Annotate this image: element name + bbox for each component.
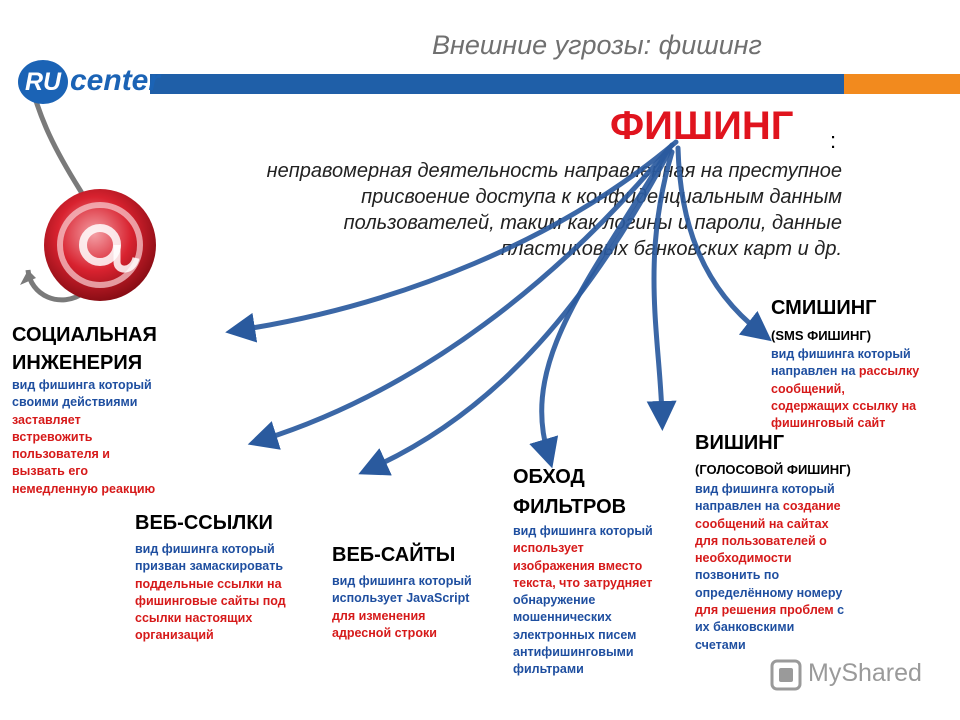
desc-line bbox=[771, 363, 956, 380]
desc-line bbox=[695, 602, 875, 619]
desc-line bbox=[135, 610, 325, 627]
desc-text: направлен на bbox=[771, 364, 859, 379]
desc-line bbox=[513, 540, 693, 557]
desc-text: ссылки настоящих bbox=[135, 611, 253, 626]
desc-text: вид фишинга который bbox=[332, 574, 472, 588]
desc-line bbox=[513, 558, 693, 575]
desc-line bbox=[771, 415, 956, 432]
weblinks-desc bbox=[135, 541, 325, 645]
desc-text: счетами bbox=[695, 637, 746, 652]
desc-text: электронных писем bbox=[513, 627, 637, 642]
logo-ru-badge: RU bbox=[18, 60, 68, 104]
desc-line bbox=[695, 637, 875, 654]
desc-text: фишинговый сайт bbox=[771, 416, 886, 431]
desc-line bbox=[12, 463, 192, 480]
desc-text: вид фишинга который bbox=[771, 347, 911, 361]
desc-line bbox=[12, 429, 192, 446]
desc-text: определённому номеру bbox=[695, 585, 843, 600]
desc-text: с bbox=[837, 603, 845, 618]
desc-text: необходимости bbox=[695, 551, 792, 566]
desc-line bbox=[135, 576, 325, 593]
title-line: ОБХОД bbox=[513, 466, 585, 488]
desc-line bbox=[135, 593, 325, 610]
desc-text: позвонить по bbox=[695, 568, 780, 583]
desc-text: текста, что затрудняет bbox=[513, 575, 653, 590]
desc-text: сообщений на сайтах bbox=[695, 516, 829, 531]
desc-text: фильтрами bbox=[513, 662, 584, 677]
desc-text: адресной строки bbox=[332, 625, 437, 640]
title-line: ФИЛЬТРОВ bbox=[513, 496, 627, 518]
desc-line bbox=[12, 377, 192, 394]
desc-line bbox=[695, 533, 875, 550]
arrow-smishing bbox=[678, 148, 760, 332]
social-engineering-title bbox=[12, 321, 157, 377]
social-engineering-desc bbox=[12, 377, 192, 498]
desc-line bbox=[12, 446, 192, 463]
desc-line bbox=[513, 592, 693, 609]
desc-text: антифишинговыми bbox=[513, 645, 634, 660]
myshared-watermark bbox=[770, 656, 940, 696]
desc-line bbox=[695, 619, 875, 636]
desc-line bbox=[332, 608, 507, 625]
definition-line: присвоение доступа к конфиденциальным данным bbox=[361, 186, 842, 208]
filters-desc bbox=[513, 523, 693, 679]
smishing-subtitle: (SMS ФИШИНГ) bbox=[771, 328, 872, 343]
desc-line bbox=[513, 661, 693, 678]
desc-line bbox=[695, 550, 875, 567]
myshared-logo-icon bbox=[770, 659, 802, 691]
websites-title: ВЕБ-САЙТЫ bbox=[332, 544, 456, 566]
desc-line bbox=[12, 394, 192, 411]
desc-text: заставляет bbox=[12, 412, 81, 427]
desc-line bbox=[771, 398, 956, 415]
desc-line bbox=[513, 644, 693, 661]
watermark-text: MyShared bbox=[808, 659, 922, 687]
slide-title: Внешние угрозы: фишинг bbox=[432, 30, 762, 60]
desc-text: обнаружение bbox=[513, 593, 596, 608]
desc-line bbox=[513, 523, 693, 540]
desc-text: изображения вместо bbox=[513, 558, 643, 573]
definition-line: пластиковых банковских карт и др. bbox=[501, 238, 842, 260]
desc-line bbox=[12, 481, 192, 498]
title-line: СОЦИАЛЬНАЯ bbox=[12, 324, 157, 346]
vishing-subtitle: (ГОЛОСОВОЙ ФИШИНГ) bbox=[695, 462, 851, 477]
smishing-desc bbox=[771, 346, 956, 432]
desc-line bbox=[332, 590, 507, 607]
desc-line bbox=[695, 481, 875, 498]
desc-text: вид фишинга который bbox=[513, 524, 653, 538]
logo-center-text: center bbox=[70, 64, 161, 97]
desc-line bbox=[695, 585, 875, 602]
desc-text: организаций bbox=[135, 628, 214, 643]
desc-text: использует bbox=[513, 541, 584, 556]
desc-line bbox=[771, 381, 956, 398]
desc-line bbox=[695, 498, 875, 515]
desc-text: немедленную реакцию bbox=[12, 481, 156, 496]
desc-line bbox=[135, 627, 325, 644]
desc-text: вид фишинга который bbox=[135, 542, 275, 556]
definition-line: неправомерная деятельность направленная на преступное bbox=[266, 160, 842, 182]
phishing-title: ФИШИНГ bbox=[610, 104, 794, 148]
title-line: ИНЖЕНЕРИЯ bbox=[12, 352, 143, 374]
weblinks-title: ВЕБ-ССЫЛКИ bbox=[135, 512, 273, 534]
desc-line bbox=[332, 573, 507, 590]
desc-line bbox=[771, 346, 956, 363]
desc-text: мошеннических bbox=[513, 610, 612, 625]
desc-text: для изменения bbox=[332, 608, 426, 623]
desc-text: призван замаскировать bbox=[135, 559, 284, 574]
desc-text: пользователя и bbox=[12, 447, 110, 462]
desc-text: вид фишинга который bbox=[695, 482, 835, 496]
desc-text: использует JavaScript bbox=[332, 591, 470, 606]
desc-text: их банковскими bbox=[695, 620, 795, 635]
vishing-desc bbox=[695, 481, 875, 654]
desc-text: направлен на bbox=[695, 499, 783, 514]
desc-line bbox=[135, 541, 325, 558]
desc-line bbox=[12, 412, 192, 429]
arrow-vishing bbox=[654, 152, 672, 416]
desc-text: содержащих ссылку на bbox=[771, 398, 917, 413]
filters-title bbox=[513, 462, 626, 522]
desc-text: поддельные ссылки на bbox=[135, 576, 282, 591]
desc-line bbox=[135, 558, 325, 575]
desc-line bbox=[332, 625, 507, 642]
desc-line bbox=[513, 627, 693, 644]
desc-text: сообщений, bbox=[771, 381, 845, 396]
definition-line: пользователей, таким как логины и пароли, данные bbox=[343, 212, 842, 234]
desc-text: для пользователей о bbox=[695, 533, 827, 548]
arrow-social bbox=[240, 142, 676, 330]
desc-line bbox=[695, 567, 875, 584]
smishing-title: СМИШИНГ bbox=[771, 297, 877, 319]
desc-line bbox=[513, 575, 693, 592]
desc-text: для решения проблем bbox=[695, 603, 838, 618]
websites-desc bbox=[332, 573, 507, 642]
desc-text: фишинговые сайты под bbox=[135, 593, 286, 608]
phishing-colon: : bbox=[830, 128, 837, 153]
desc-text: создание bbox=[782, 499, 841, 514]
vishing-title: ВИШИНГ bbox=[695, 432, 785, 454]
desc-text: встревожить bbox=[12, 429, 93, 444]
desc-line bbox=[695, 516, 875, 533]
desc-text: своими действиями bbox=[12, 395, 138, 410]
desc-text: вызвать его bbox=[12, 464, 88, 479]
desc-text: вид фишинга который bbox=[12, 378, 152, 392]
desc-line bbox=[513, 609, 693, 626]
desc-text: рассылку bbox=[858, 364, 920, 379]
